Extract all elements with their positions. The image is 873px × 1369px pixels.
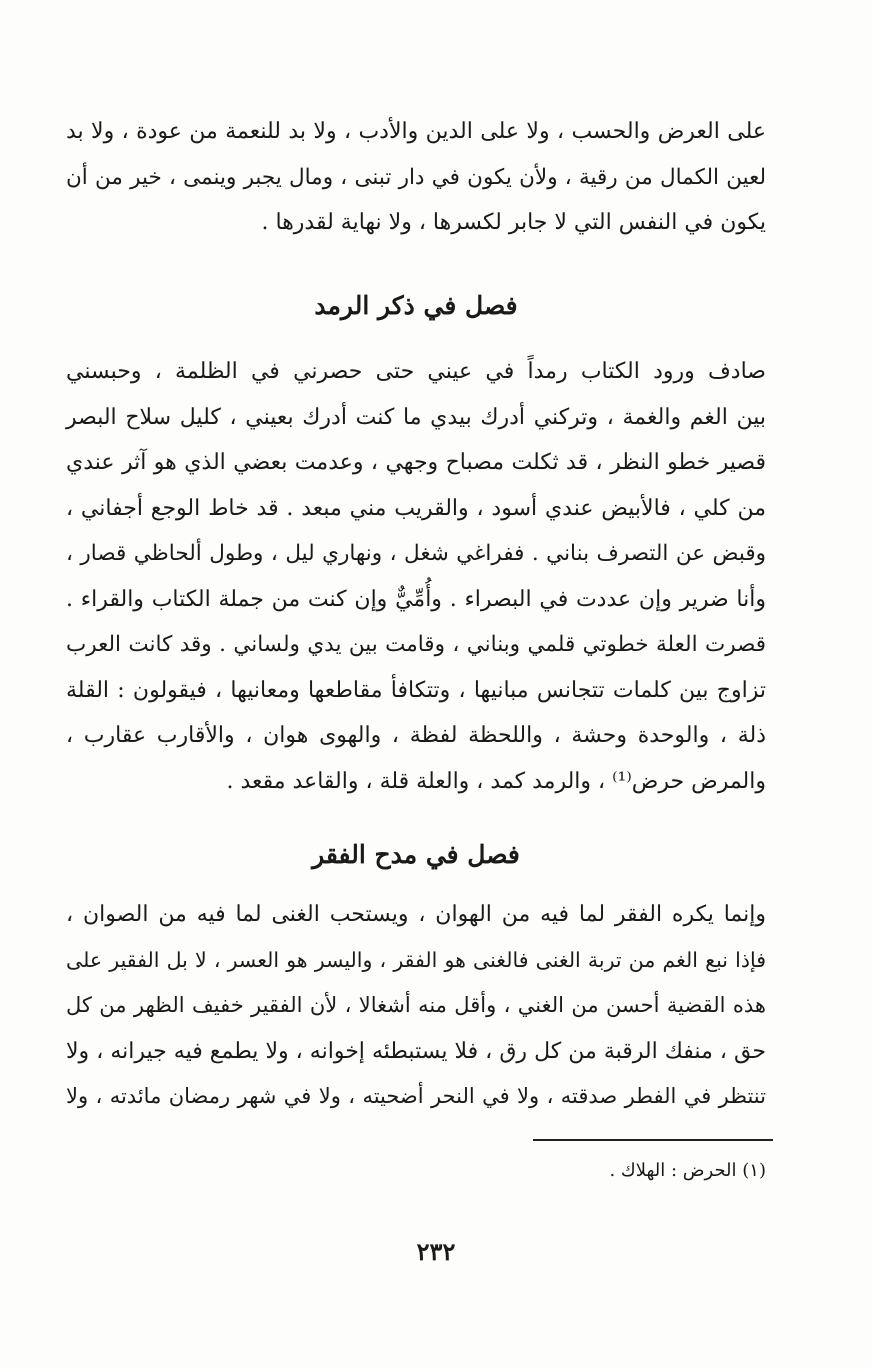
text-line: هذه القضية أحسن من الغني ، وأقل منه أشغالا ، لأن الفقير خفيف الظهر من كل	[66, 993, 766, 1017]
text-line: والمرض حرض⁽¹⁾ ، والرمد كمد ، والعلة قلة ، والقاعد مقعد .	[226, 768, 766, 794]
text-line: قصرت العلة خطوتي قلمي وبناني ، وقامت بين يدي ولساني . وقد كانت العرب	[66, 632, 766, 657]
text-line: يكون في النفس التي لا جابر لكسرها ، ولا نهاية لقدرها .	[261, 210, 766, 235]
footnote-divider	[533, 1139, 773, 1141]
text-line: تنتظر في الفطر صدقته ، ولا في النحر أضحيته ، ولا في شهر رمضان مائدته ، ولا	[66, 1084, 766, 1108]
text-line: فإذا نبع الغم من تربة الغنى فالغنى هو الفقر ، واليسر هو العسر ، لا بل الفقير على	[66, 947, 766, 972]
text-line: ذلة ، والوحدة وحشة ، واللحظة لفظة ، والهوى هوان ، والأقارب عقارب ،	[66, 723, 766, 748]
text-line: بين الغم والغمة ، وتركني أدرك بيدي ما كنت أدرك بعيني ، كليل سلاح البصر	[66, 404, 766, 430]
text-line: حق ، منفك الرقبة من كل رق ، فلا يستبطئه إخوانه ، ولا يطمع فيه جيرانه ، ولا	[66, 1038, 766, 1064]
text-line: تزاوج بين كلمات تتجانس مبانيها ، وتتكافأ مقاطعها ومعانيها ، فيقولون : القلة	[66, 677, 766, 703]
text-line: وأنا ضرير وإن عددت في البصراء . وأُمِّيٌّ وإن كنت من جملة الكتاب والقراء .	[66, 586, 766, 612]
section-heading-poverty: فصل في مدح الفقر	[312, 840, 520, 869]
section-body-poverty	[66, 892, 766, 1120]
text-line: وقبض عن التصرف بناني . ففراغي شغل ، ونهاري ليل ، وطول ألحاظي قصار ،	[66, 541, 766, 566]
text-line: على العرض والحسب ، ولا على الدين والأدب ، ولا بد للنعمة من عودة ، ولا بد	[66, 119, 766, 144]
text-line: وإنما يكره الفقر لما فيه من الهوان ، ويستحب الغنى لما فيه من الصوان ،	[66, 902, 766, 927]
footnote: (١) الحرض : الهلاك .	[609, 1160, 766, 1181]
section-heading-ophthalmia: فصل في ذكر الرمد	[314, 291, 518, 320]
text-line: لعين الكمال من رقية ، ولأن يكون في دار تبنى ، ومال يجبر وينمى ، خير من أن	[66, 164, 766, 190]
text-line: قصير خطو النظر ، قد ثكلت مصباح وجهي ، وعدمت بعضي الذي هو آثر عندي	[66, 450, 766, 475]
text-line: صادف ورود الكتاب رمداً في عيني حتى حصرني في الظلمة ، وحبسني	[66, 359, 766, 384]
text-line: من كلي ، فالأبيض عندي أسود ، والقريب مني مبعد . قد خاط الوجع أجفاني ،	[66, 495, 766, 521]
page-number: ٢٣٢	[416, 1237, 456, 1266]
section-body-ophthalmia	[66, 349, 766, 804]
paragraph-continuation	[66, 109, 766, 246]
